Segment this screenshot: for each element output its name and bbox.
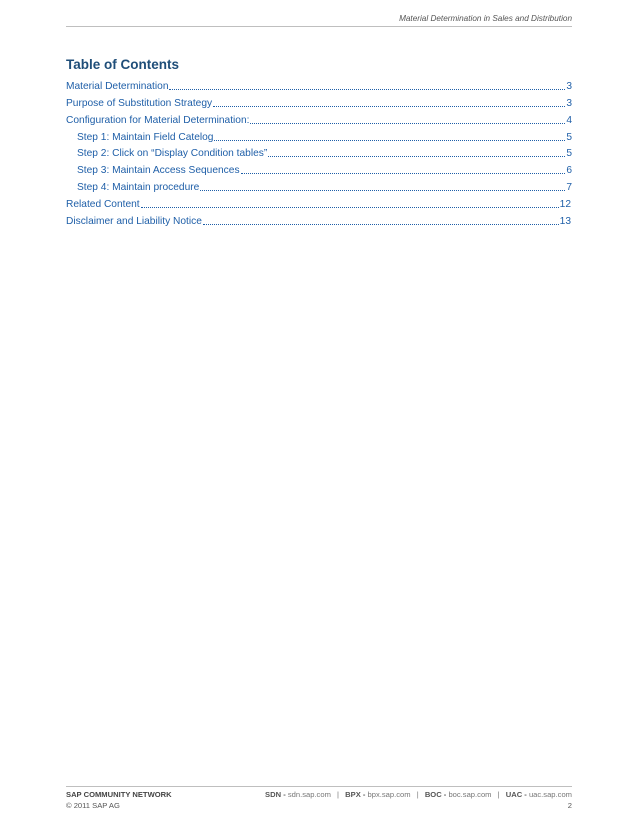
footer-link-uac[interactable]: uac.sap.com xyxy=(528,790,572,799)
toc-entry-label: Purpose of Substitution Strategy xyxy=(66,98,213,109)
toc-entry-material-determination[interactable] xyxy=(66,79,572,93)
page-header xyxy=(66,14,572,27)
footer-top-row xyxy=(66,789,572,800)
toc-leader-dots xyxy=(214,140,565,141)
footer-link-bpx[interactable]: bpx.sap.com xyxy=(367,790,411,799)
toc-entry-label: Configuration for Material Determination: xyxy=(66,115,250,126)
footer-link-bpx-abbr: BPX xyxy=(345,790,361,799)
footer-link-sdn-abbr: SDN xyxy=(265,790,282,799)
toc-entry-label: Step 1: Maintain Field Catelog xyxy=(77,132,214,143)
footer-link-uac-abbr: UAC xyxy=(505,790,523,799)
toc-leader-dots xyxy=(250,123,565,124)
footer-page-number: 2 xyxy=(567,801,572,810)
toc-entry-label: Step 2: Click on “Display Condition tables” xyxy=(77,148,268,159)
toc-entry-configuration[interactable] xyxy=(66,113,572,127)
toc-leader-dots xyxy=(200,190,565,191)
toc-entry-step-3[interactable] xyxy=(77,163,572,177)
toc-entry-page: 5 xyxy=(566,132,572,143)
header-title: Material Determination in Sales and Distribution xyxy=(399,14,572,23)
toc-entry-page: 13 xyxy=(559,216,571,227)
toc-entry-page: 7 xyxy=(566,182,572,193)
toc-entry-step-2[interactable] xyxy=(77,146,572,160)
toc-entry-label: Disclaimer and Liability Notice xyxy=(66,216,202,227)
toc-entry-label: Material Determination xyxy=(66,81,169,92)
toc-entry-page: 5 xyxy=(566,148,572,159)
toc-leader-dots xyxy=(268,156,565,157)
toc-leader-dots xyxy=(213,106,565,107)
toc-entry-related-content[interactable] xyxy=(66,197,571,211)
footer-copyright: © 2011 SAP AG xyxy=(66,801,120,810)
footer-community: SAP COMMUNITY NETWORK xyxy=(66,790,172,799)
footer-links: SDN - sdn.sap.com | BPX - bpx.sap.com | BOC - boc.sap.com | UAC - uac.sap.com xyxy=(265,790,572,799)
toc-entry-step-1[interactable] xyxy=(77,130,572,144)
toc-entry-label: Related Content xyxy=(66,199,140,210)
toc-entry-step-4[interactable] xyxy=(77,180,572,194)
toc-leader-dots xyxy=(241,173,566,174)
footer-link-sdn[interactable]: sdn.sap.com xyxy=(287,790,331,799)
toc-entry-page: 3 xyxy=(566,81,572,92)
toc-entry-label: Step 3: Maintain Access Sequences xyxy=(77,165,240,176)
page-footer xyxy=(66,786,572,811)
toc-entry-page: 4 xyxy=(566,115,572,126)
footer-link-boc-abbr: BOC xyxy=(424,790,442,799)
toc-entry-label: Step 4: Maintain procedure xyxy=(77,182,200,193)
toc-entry-page: 6 xyxy=(566,165,572,176)
footer-link-boc[interactable]: boc.sap.com xyxy=(448,790,492,799)
toc-entry-purpose-substitution[interactable] xyxy=(66,96,572,110)
toc-entry-page: 12 xyxy=(559,199,571,210)
toc-title: Table of Contents xyxy=(66,57,179,72)
footer-bottom-row xyxy=(66,800,572,811)
toc-leader-dots xyxy=(203,224,559,225)
toc-leader-dots xyxy=(141,207,559,208)
toc-entry-page: 3 xyxy=(566,98,572,109)
toc-leader-dots xyxy=(169,89,565,90)
toc-entry-disclaimer[interactable] xyxy=(66,214,571,228)
